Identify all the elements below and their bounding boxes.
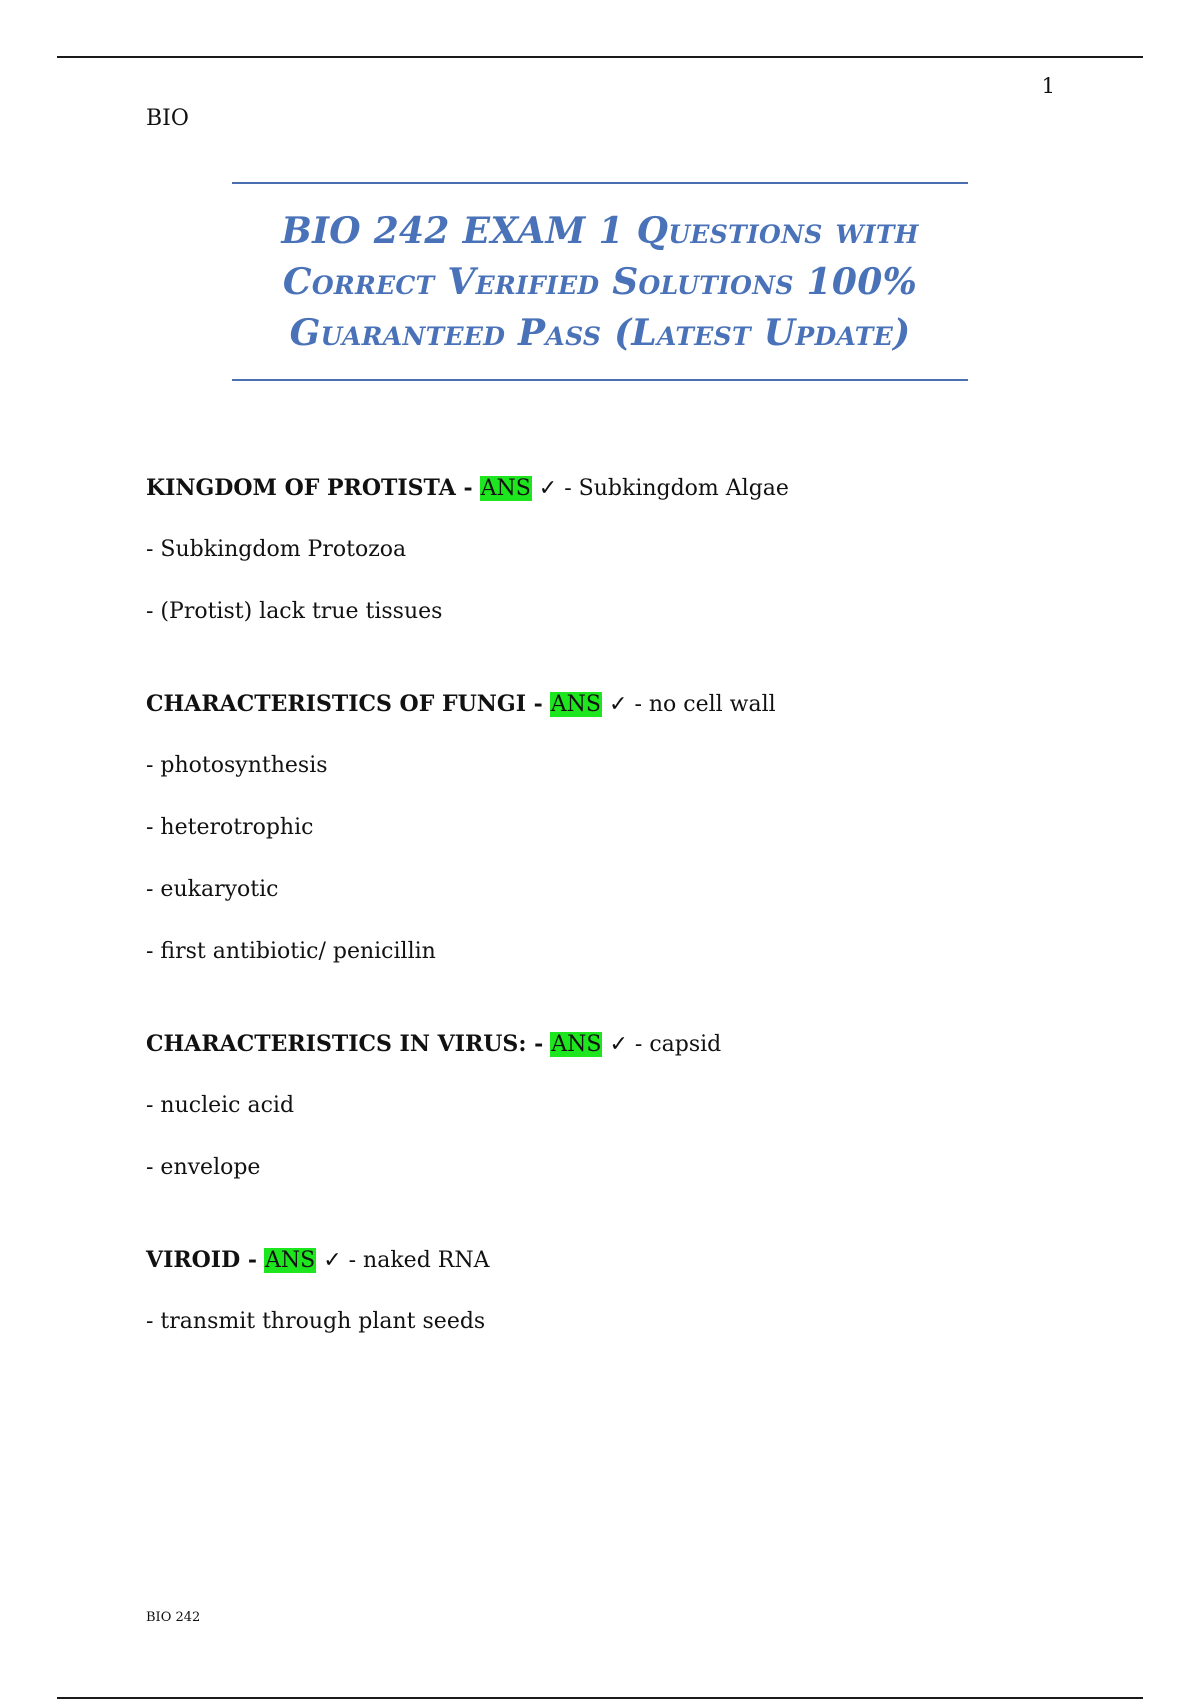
first-answer: - no cell wall [634,692,776,717]
answer-item: - Subkingdom Protozoa [146,537,407,562]
page-bottom-rule [57,1697,1143,1699]
check-icon: ✓ [609,1032,628,1057]
question-term: CHARACTERISTICS IN VIRUS: - [146,1031,544,1057]
answer-item: - eukaryotic [146,877,279,902]
title-block [232,182,968,381]
check-icon: ✓ [323,1248,342,1273]
running-head: BIO [146,106,189,131]
page-top-rule [57,56,1143,58]
question-line [146,474,1096,502]
question-term: CHARACTERISTICS OF FUNGI - [146,691,543,717]
question-term: VIROID - [146,1247,257,1273]
question-line [146,1030,1096,1058]
document-title: BIO 242 EXAM 1 Questions with Correct Verified Solutions 100% Guaranteed Pass (Latest Update) [281,210,919,354]
answer-item: - (Protist) lack true tissues [146,599,443,624]
answer-item: - first antibiotic/ penicillin [146,939,436,964]
page-number: 1 [1041,74,1055,98]
answer-highlight: ANS [264,1248,316,1273]
qa-section [146,474,1096,626]
answer-item: - photosynthesis [146,753,328,778]
check-icon: ✓ [609,692,628,717]
footer-text: BIO 242 [146,1610,201,1625]
question-line [146,1246,1096,1274]
qa-section [146,1030,1096,1182]
answer-highlight: ANS [550,692,601,717]
answer-item: - transmit through plant seeds [146,1309,486,1334]
qa-section [146,690,1096,966]
check-icon: ✓ [538,476,558,501]
question-line [146,690,1096,718]
qa-section [146,1246,1096,1336]
answer-item: - envelope [146,1155,261,1180]
question-term: KINGDOM OF PROTISTA - [146,475,473,501]
answer-item: - heterotrophic [146,815,314,840]
first-answer: - capsid [634,1032,722,1057]
first-answer: - naked RNA [348,1248,490,1273]
answer-highlight: ANS [551,1032,602,1057]
answer-highlight: ANS [480,476,531,501]
document-body [146,474,1096,1400]
answer-item: - nucleic acid [146,1093,295,1118]
first-answer: - Subkingdom Algae [564,476,789,501]
